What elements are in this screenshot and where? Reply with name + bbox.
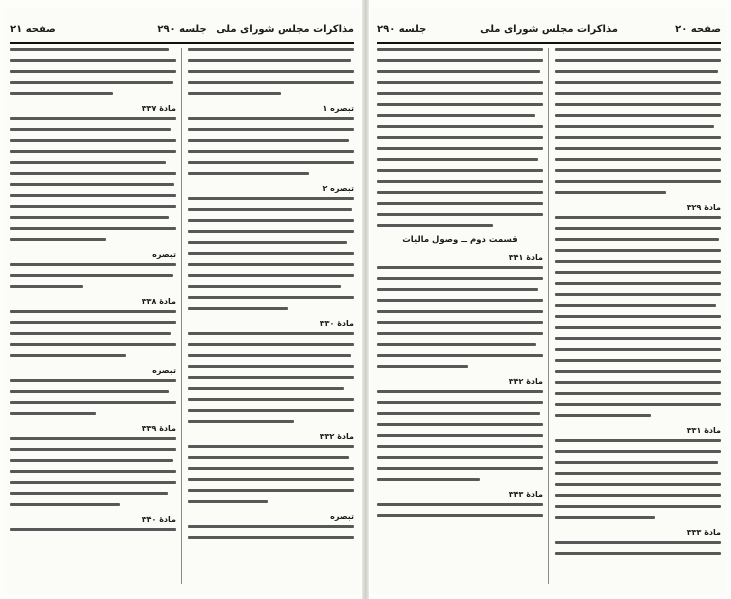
left-column-rule: [181, 48, 182, 584]
text-block: [377, 390, 543, 481]
article-label: تبصره ۱: [322, 104, 354, 113]
text-line: [10, 172, 176, 175]
text-block: [188, 117, 354, 175]
text-line: [555, 359, 721, 362]
text-line: [10, 59, 176, 62]
text-line: [188, 70, 354, 73]
text-line: [10, 459, 173, 462]
text-block: [377, 503, 543, 517]
text-line: [188, 197, 354, 200]
text-line: [188, 48, 354, 51]
text-line: [555, 125, 714, 128]
text-line: [188, 139, 349, 142]
text-line: [377, 390, 543, 393]
left-page-number: صفحه ۲۱: [10, 24, 56, 35]
text-line: [188, 332, 354, 335]
right-page-column-inner: [377, 48, 543, 588]
text-line: [377, 321, 543, 324]
text-line: [555, 392, 721, 395]
text-line: [377, 423, 543, 426]
right-column-rule: [548, 48, 549, 584]
text-line: [188, 252, 354, 255]
text-line: [555, 114, 721, 117]
article-label: مادهٔ ۳۳۳: [686, 528, 721, 537]
text-line: [377, 478, 480, 481]
text-block: [188, 445, 354, 503]
text-line: [555, 180, 721, 183]
text-line: [10, 390, 169, 393]
text-line: [188, 296, 354, 299]
text-line: [377, 343, 536, 346]
text-line: [188, 307, 288, 310]
text-line: [377, 125, 543, 128]
left-page-header: [10, 22, 354, 44]
text-line: [188, 219, 354, 222]
text-line: [10, 205, 176, 208]
text-line: [377, 136, 543, 139]
text-line: [188, 208, 352, 211]
text-line: [555, 450, 721, 453]
left-page-column-outer: [10, 48, 176, 588]
text-line: [10, 227, 176, 230]
text-line: [10, 274, 173, 277]
text-line: [377, 213, 543, 216]
text-line: [188, 161, 354, 164]
text-line: [188, 343, 354, 346]
text-line: [188, 398, 354, 401]
text-line: [377, 412, 540, 415]
text-line: [10, 216, 169, 219]
text-block: [188, 48, 354, 95]
article-label: مادهٔ ۳۳۸: [141, 297, 176, 306]
text-line: [555, 381, 721, 384]
text-line: [10, 401, 176, 404]
text-line: [377, 169, 543, 172]
text-line: [377, 114, 535, 117]
article-label: مادهٔ ۳۴۱: [508, 253, 543, 262]
text-line: [555, 249, 721, 252]
text-line: [377, 332, 543, 335]
text-line: [188, 128, 354, 131]
text-line: [10, 128, 171, 131]
text-block: [188, 197, 354, 310]
text-block: [555, 48, 721, 194]
left-page-session: جلسه ۲۹۰: [157, 24, 207, 35]
text-line: [188, 92, 281, 95]
text-line: [10, 70, 176, 73]
text-line: [377, 514, 543, 517]
text-line: [10, 321, 176, 324]
article-label: مادهٔ ۳۳۲: [319, 432, 354, 441]
article-label: مادهٔ ۳۴۲: [508, 377, 543, 386]
text-line: [377, 467, 543, 470]
text-line: [10, 117, 176, 120]
text-line: [555, 326, 721, 329]
text-line: [555, 282, 721, 285]
text-line: [188, 445, 354, 448]
article-label: تبصره ۲: [322, 184, 354, 193]
text-line: [10, 263, 176, 266]
text-block: [188, 332, 354, 423]
text-line: [555, 147, 721, 150]
right-page-title: مذاکرات مجلس شورای ملی: [480, 24, 618, 35]
text-line: [377, 59, 543, 62]
text-line: [555, 103, 721, 106]
text-line: [10, 238, 106, 241]
text-line: [188, 285, 341, 288]
text-line: [188, 365, 354, 368]
text-line: [555, 191, 666, 194]
article-label: مادهٔ ۳۴۰: [141, 515, 176, 524]
text-line: [188, 500, 268, 503]
text-block: [555, 216, 721, 417]
text-line: [555, 414, 651, 417]
text-block: [10, 310, 176, 357]
text-line: [555, 370, 721, 373]
text-line: [10, 481, 176, 484]
text-line: [555, 136, 721, 139]
article-label: تبصره: [330, 512, 354, 521]
left-page-title: مذاکرات مجلس شورای ملی: [216, 24, 354, 35]
article-label: تبصره: [152, 366, 176, 375]
article-label: مادهٔ ۳۳۹: [141, 424, 176, 433]
text-line: [188, 387, 344, 390]
text-line: [555, 271, 721, 274]
left-page-column-inner: [188, 48, 354, 588]
article-label: مادهٔ ۳۲۹: [686, 203, 721, 212]
text-block: [10, 437, 176, 506]
text-line: [10, 310, 176, 313]
text-block: [555, 439, 721, 519]
text-line: [555, 483, 721, 486]
text-line: [188, 409, 354, 412]
text-line: [377, 70, 540, 73]
text-line: [555, 337, 721, 340]
text-line: [188, 150, 354, 153]
article-label: مادهٔ ۳۳۱: [686, 426, 721, 435]
right-page-number: صفحه ۲۰: [675, 24, 721, 35]
text-line: [555, 439, 721, 442]
text-line: [188, 376, 354, 379]
left-page: [4, 8, 360, 594]
article-label: تبصره: [152, 250, 176, 259]
text-line: [377, 445, 543, 448]
text-line: [10, 92, 113, 95]
text-block: [377, 266, 543, 368]
text-line: [555, 403, 721, 406]
text-line: [555, 293, 721, 296]
text-line: [377, 103, 543, 106]
text-line: [188, 172, 309, 175]
text-line: [377, 180, 543, 183]
text-line: [10, 139, 176, 142]
text-line: [188, 81, 354, 84]
text-line: [10, 332, 171, 335]
article-label: مادهٔ ۳۳۷: [141, 104, 176, 113]
text-line: [377, 365, 468, 368]
text-line: [555, 505, 721, 508]
text-line: [188, 536, 354, 539]
text-block: [10, 48, 176, 95]
text-line: [188, 420, 294, 423]
text-line: [10, 343, 176, 346]
text-line: [555, 552, 721, 555]
text-line: [377, 434, 543, 437]
text-line: [377, 158, 538, 161]
text-line: [188, 230, 354, 233]
text-line: [188, 274, 354, 277]
text-line: [555, 541, 721, 544]
text-line: [10, 285, 83, 288]
text-block: [377, 48, 543, 227]
text-line: [10, 379, 176, 382]
text-line: [555, 348, 721, 351]
text-line: [555, 260, 721, 263]
text-line: [555, 216, 721, 219]
text-line: [377, 277, 543, 280]
text-line: [10, 183, 174, 186]
text-line: [555, 227, 721, 230]
text-line: [10, 448, 176, 451]
text-line: [377, 401, 543, 404]
text-line: [555, 472, 721, 475]
text-block: [10, 263, 176, 288]
text-line: [188, 467, 354, 470]
text-block: [10, 528, 176, 531]
text-block: [188, 525, 354, 539]
text-line: [188, 456, 349, 459]
text-line: [10, 412, 96, 415]
text-line: [555, 158, 721, 161]
text-line: [377, 191, 543, 194]
text-line: [377, 48, 543, 51]
text-line: [188, 489, 354, 492]
text-line: [377, 92, 543, 95]
text-line: [377, 288, 538, 291]
right-page-header: [377, 22, 721, 44]
text-line: [555, 59, 721, 62]
text-line: [377, 266, 543, 269]
text-line: [555, 516, 655, 519]
book-gutter: [362, 0, 369, 599]
text-line: [555, 461, 718, 464]
text-line: [10, 528, 176, 531]
article-label: مادهٔ ۳۳۰: [319, 319, 354, 328]
text-line: [188, 117, 354, 120]
section-heading: قسمت دوم ــ وصول مالیات: [402, 235, 518, 245]
text-line: [555, 81, 721, 84]
text-line: [377, 81, 543, 84]
text-line: [10, 354, 126, 357]
text-line: [555, 238, 719, 241]
text-line: [555, 494, 721, 497]
text-line: [10, 470, 176, 473]
text-line: [10, 150, 176, 153]
text-line: [10, 437, 176, 440]
text-line: [10, 503, 120, 506]
text-line: [10, 161, 166, 164]
text-line: [188, 354, 351, 357]
right-page-column-outer: [555, 48, 721, 588]
right-page-session: جلسه ۲۹۰: [377, 24, 427, 35]
right-page: [371, 8, 727, 594]
text-line: [188, 241, 347, 244]
text-line: [377, 147, 543, 150]
text-line: [377, 299, 543, 302]
text-line: [10, 81, 173, 84]
text-line: [10, 492, 168, 495]
text-line: [10, 48, 169, 51]
text-line: [10, 194, 176, 197]
text-line: [188, 478, 354, 481]
text-line: [555, 315, 721, 318]
text-block: [10, 379, 176, 415]
article-label: مادهٔ ۳۴۳: [508, 490, 543, 499]
text-block: [555, 541, 721, 555]
text-line: [377, 503, 543, 506]
text-block: [10, 117, 176, 241]
text-line: [188, 263, 354, 266]
text-line: [188, 59, 351, 62]
text-line: [555, 48, 721, 51]
text-line: [555, 70, 718, 73]
text-line: [555, 92, 721, 95]
text-line: [555, 169, 721, 172]
text-line: [377, 354, 543, 357]
text-line: [555, 304, 716, 307]
text-line: [377, 224, 493, 227]
text-line: [377, 456, 543, 459]
text-line: [377, 202, 543, 205]
text-line: [377, 310, 543, 313]
text-line: [188, 525, 354, 528]
